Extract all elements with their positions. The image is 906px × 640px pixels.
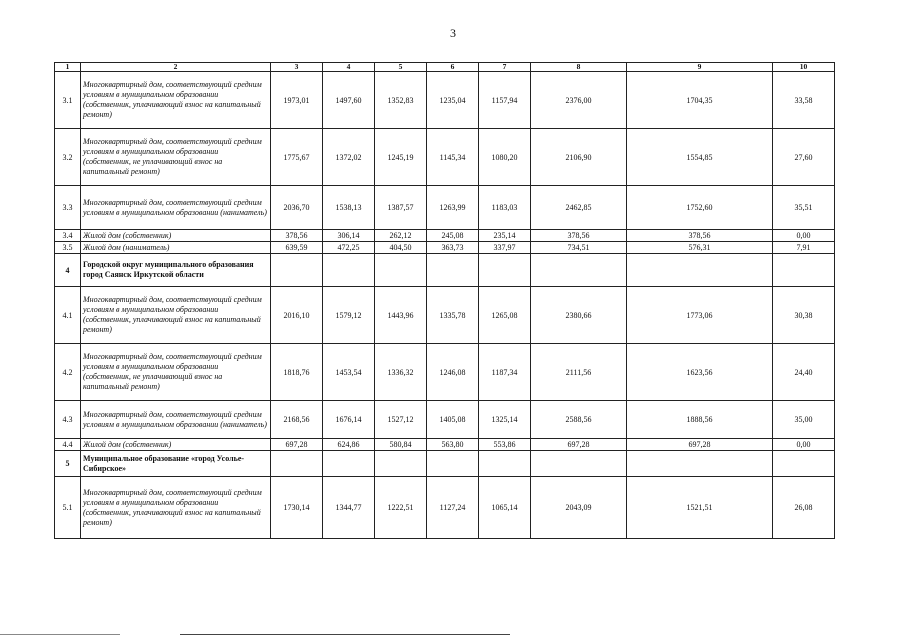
value-cell-col-7: 1080,20 xyxy=(479,129,531,186)
value-cell-col-9: 1752,60 xyxy=(627,186,773,230)
value-cell-col-7: 553,86 xyxy=(479,439,531,451)
row-description: Многоквартирный дом, соответствующий средним условиям в муниципальном образовании (собственник, уплачивающий взнос на капитальный ремонт) xyxy=(81,287,271,344)
row-description: Многоквартирный дом, соответствующий средним условиям в муниципальном образовании (наниматель) xyxy=(81,186,271,230)
value-cell-col-5: 1352,83 xyxy=(375,72,427,129)
value-cell-col-5 xyxy=(375,254,427,287)
value-cell-col-8: 378,56 xyxy=(531,230,627,242)
row-code: 4.4 xyxy=(55,439,81,451)
value-cell-col-6: 1335,78 xyxy=(427,287,479,344)
value-cell-col-4: 1497,60 xyxy=(323,72,375,129)
row-code: 3.3 xyxy=(55,186,81,230)
value-cell-col-6 xyxy=(427,451,479,477)
value-cell-col-6: 245,08 xyxy=(427,230,479,242)
row-description: Жилой дом (собственник) xyxy=(81,439,271,451)
value-cell-col-10 xyxy=(773,451,835,477)
value-cell-col-7: 337,97 xyxy=(479,242,531,254)
value-cell-col-8: 2106,90 xyxy=(531,129,627,186)
value-cell-col-5: 1245,19 xyxy=(375,129,427,186)
value-cell-col-8 xyxy=(531,254,627,287)
value-cell-col-10: 0,00 xyxy=(773,439,835,451)
value-cell-col-10: 7,91 xyxy=(773,242,835,254)
row-description: Многоквартирный дом, соответствующий средним условиям в муниципальном образовании (собственник, не уплачивающий взнос на капитальный ремонт) xyxy=(81,129,271,186)
row-description: Городской округ муниципального образования город Саянск Иркутской области xyxy=(81,254,271,287)
value-cell-col-9 xyxy=(627,254,773,287)
value-cell-col-4 xyxy=(323,254,375,287)
row-code: 4.1 xyxy=(55,287,81,344)
table-row xyxy=(55,186,835,230)
value-cell-col-4: 306,14 xyxy=(323,230,375,242)
section-row xyxy=(55,451,835,477)
column-header-7: 7 xyxy=(479,63,531,72)
value-cell-col-10: 35,51 xyxy=(773,186,835,230)
value-cell-col-6: 1145,34 xyxy=(427,129,479,186)
row-code: 3.5 xyxy=(55,242,81,254)
value-cell-col-9: 576,31 xyxy=(627,242,773,254)
value-cell-col-8: 2462,85 xyxy=(531,186,627,230)
value-cell-col-5: 1336,32 xyxy=(375,344,427,401)
table-row xyxy=(55,344,835,401)
row-code: 3.2 xyxy=(55,129,81,186)
value-cell-col-8: 2043,09 xyxy=(531,477,627,539)
value-cell-col-6: 1263,99 xyxy=(427,186,479,230)
row-code: 4.2 xyxy=(55,344,81,401)
value-cell-col-8: 734,51 xyxy=(531,242,627,254)
scan-artifact-line xyxy=(180,634,510,635)
value-cell-col-3: 2016,10 xyxy=(271,287,323,344)
value-cell-col-4: 472,25 xyxy=(323,242,375,254)
value-cell-col-3: 2168,56 xyxy=(271,401,323,439)
row-code: 5.1 xyxy=(55,477,81,539)
value-cell-col-10: 33,58 xyxy=(773,72,835,129)
value-cell-col-5: 262,12 xyxy=(375,230,427,242)
column-header-5: 5 xyxy=(375,63,427,72)
value-cell-col-6: 563,80 xyxy=(427,439,479,451)
value-cell-col-6: 1405,08 xyxy=(427,401,479,439)
column-header-6: 6 xyxy=(427,63,479,72)
table-row xyxy=(55,242,835,254)
value-cell-col-8: 2376,00 xyxy=(531,72,627,129)
value-cell-col-10: 35,00 xyxy=(773,401,835,439)
value-cell-col-8 xyxy=(531,451,627,477)
value-cell-col-6: 1235,04 xyxy=(427,72,479,129)
value-cell-col-7: 235,14 xyxy=(479,230,531,242)
value-cell-col-9: 1704,35 xyxy=(627,72,773,129)
value-cell-col-6: 1127,24 xyxy=(427,477,479,539)
value-cell-col-4 xyxy=(323,451,375,477)
scan-artifact-line xyxy=(0,634,120,635)
value-cell-col-3: 1775,67 xyxy=(271,129,323,186)
value-cell-col-3: 639,59 xyxy=(271,242,323,254)
table-row xyxy=(55,439,835,451)
value-cell-col-10: 27,60 xyxy=(773,129,835,186)
value-cell-col-9: 697,28 xyxy=(627,439,773,451)
table-body xyxy=(55,72,835,539)
value-cell-col-8: 2380,66 xyxy=(531,287,627,344)
value-cell-col-6 xyxy=(427,254,479,287)
value-cell-col-9: 1623,56 xyxy=(627,344,773,401)
value-cell-col-7: 1325,14 xyxy=(479,401,531,439)
value-cell-col-3 xyxy=(271,451,323,477)
table-row xyxy=(55,129,835,186)
value-cell-col-5: 580,84 xyxy=(375,439,427,451)
row-description: Многоквартирный дом, соответствующий средним условиям в муниципальном образовании (наниматель) xyxy=(81,401,271,439)
value-cell-col-5: 1527,12 xyxy=(375,401,427,439)
value-cell-col-7 xyxy=(479,451,531,477)
value-cell-col-9: 1554,85 xyxy=(627,129,773,186)
value-cell-col-9: 1773,06 xyxy=(627,287,773,344)
table-header-row xyxy=(55,63,835,72)
value-cell-col-9: 1888,56 xyxy=(627,401,773,439)
row-code: 5 xyxy=(55,451,81,477)
row-code: 3.1 xyxy=(55,72,81,129)
row-code: 4.3 xyxy=(55,401,81,439)
value-cell-col-7: 1157,94 xyxy=(479,72,531,129)
value-cell-col-7: 1183,03 xyxy=(479,186,531,230)
value-cell-col-3: 2036,70 xyxy=(271,186,323,230)
value-cell-col-3: 378,56 xyxy=(271,230,323,242)
table-row xyxy=(55,477,835,539)
column-header-10: 10 xyxy=(773,63,835,72)
value-cell-col-10 xyxy=(773,254,835,287)
table-row xyxy=(55,287,835,344)
value-cell-col-5: 404,50 xyxy=(375,242,427,254)
value-cell-col-5: 1222,51 xyxy=(375,477,427,539)
value-cell-col-9 xyxy=(627,451,773,477)
value-cell-col-10: 30,38 xyxy=(773,287,835,344)
row-description: Многоквартирный дом, соответствующий средним условиям в муниципальном образовании (собственник, уплачивающий взнос на капитальный ремонт) xyxy=(81,477,271,539)
page-number: 3 xyxy=(450,26,456,40)
tariff-table xyxy=(54,62,835,539)
table-row xyxy=(55,230,835,242)
table-row xyxy=(55,401,835,439)
value-cell-col-4: 1676,14 xyxy=(323,401,375,439)
value-cell-col-7: 1187,34 xyxy=(479,344,531,401)
row-code: 3.4 xyxy=(55,230,81,242)
value-cell-col-10: 26,08 xyxy=(773,477,835,539)
value-cell-col-4: 1579,12 xyxy=(323,287,375,344)
value-cell-col-7: 1265,08 xyxy=(479,287,531,344)
value-cell-col-8: 2111,56 xyxy=(531,344,627,401)
value-cell-col-10: 0,00 xyxy=(773,230,835,242)
value-cell-col-4: 1372,02 xyxy=(323,129,375,186)
row-description: Жилой дом (собственник) xyxy=(81,230,271,242)
column-header-2: 2 xyxy=(81,63,271,72)
section-row xyxy=(55,254,835,287)
row-description: Муниципальное образование «город Усолье-Сибирское» xyxy=(81,451,271,477)
value-cell-col-4: 1344,77 xyxy=(323,477,375,539)
column-header-9: 9 xyxy=(627,63,773,72)
value-cell-col-8: 2588,56 xyxy=(531,401,627,439)
column-header-3: 3 xyxy=(271,63,323,72)
value-cell-col-8: 697,28 xyxy=(531,439,627,451)
value-cell-col-3: 1973,01 xyxy=(271,72,323,129)
value-cell-col-7 xyxy=(479,254,531,287)
value-cell-col-3: 1730,14 xyxy=(271,477,323,539)
value-cell-col-5: 1443,96 xyxy=(375,287,427,344)
value-cell-col-4: 624,86 xyxy=(323,439,375,451)
value-cell-col-3: 697,28 xyxy=(271,439,323,451)
row-description: Многоквартирный дом, соответствующий средним условиям в муниципальном образовании (собственник, не уплачивающий взнос на капитальный ремонт) xyxy=(81,344,271,401)
value-cell-col-5 xyxy=(375,451,427,477)
row-description: Многоквартирный дом, соответствующий средним условиям в муниципальном образовании (собственник, уплачивающий взнос на капитальный ремонт) xyxy=(81,72,271,129)
value-cell-col-3 xyxy=(271,254,323,287)
row-code: 4 xyxy=(55,254,81,287)
value-cell-col-6: 1246,08 xyxy=(427,344,479,401)
value-cell-col-7: 1065,14 xyxy=(479,477,531,539)
value-cell-col-9: 1521,51 xyxy=(627,477,773,539)
value-cell-col-9: 378,56 xyxy=(627,230,773,242)
row-description: Жилой дом (наниматель) xyxy=(81,242,271,254)
value-cell-col-10: 24,40 xyxy=(773,344,835,401)
column-header-8: 8 xyxy=(531,63,627,72)
value-cell-col-4: 1538,13 xyxy=(323,186,375,230)
value-cell-col-5: 1387,57 xyxy=(375,186,427,230)
column-header-4: 4 xyxy=(323,63,375,72)
value-cell-col-3: 1818,76 xyxy=(271,344,323,401)
column-header-1: 1 xyxy=(55,63,81,72)
value-cell-col-4: 1453,54 xyxy=(323,344,375,401)
table-row xyxy=(55,72,835,129)
value-cell-col-6: 363,73 xyxy=(427,242,479,254)
